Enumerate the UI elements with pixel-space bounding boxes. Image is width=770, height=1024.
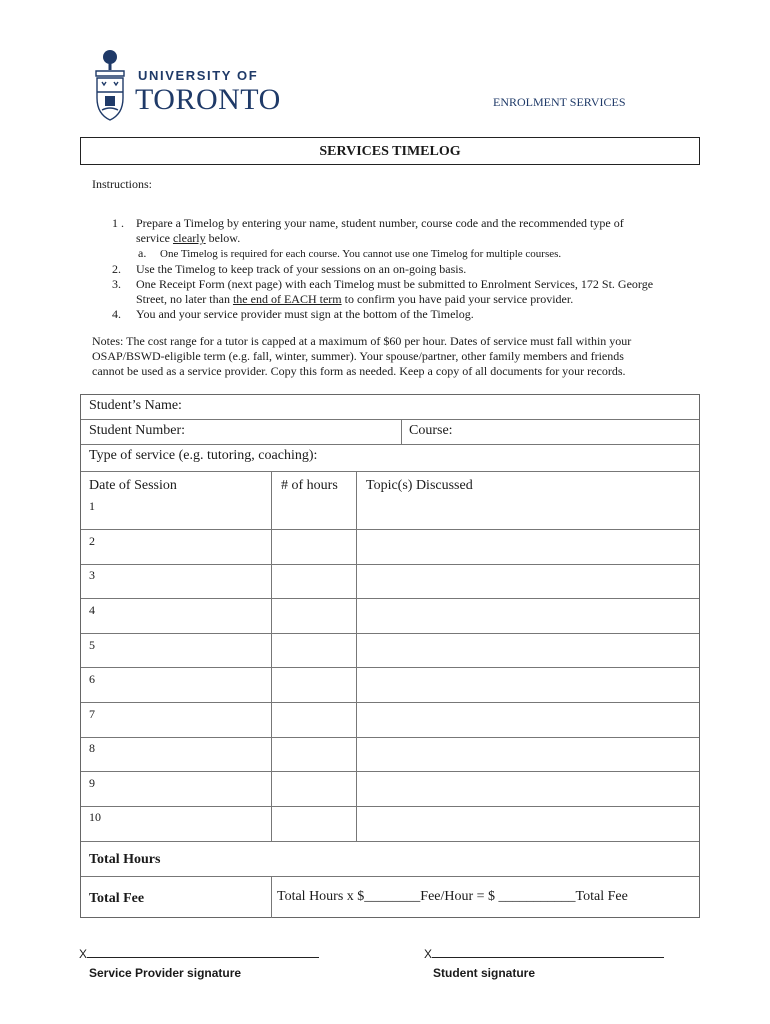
- instructions-label: Instructions:: [92, 177, 152, 191]
- signature-mark: X: [424, 947, 433, 961]
- table-divider: [81, 667, 699, 668]
- table-divider: [401, 419, 402, 444]
- total-fee-label: Total Fee: [89, 891, 145, 906]
- row-number: 5: [89, 638, 95, 652]
- table-divider: [81, 529, 699, 530]
- total-fee-formula: Total Hours x $________Fee/Hour = $ ___________Total Fee: [277, 889, 628, 904]
- provider-signature-label: Service Provider signature: [89, 966, 242, 980]
- table-divider: [81, 771, 699, 772]
- table-divider: [81, 564, 699, 565]
- table-divider: [81, 444, 699, 445]
- table-divider: [81, 598, 699, 599]
- row-number: 1: [89, 499, 95, 513]
- table-divider: [356, 471, 357, 841]
- instruction-text: You and your service provider must sign at the bottom of the Timelog.: [136, 307, 474, 321]
- student-name-label: Student’s Name:: [89, 398, 182, 413]
- total-hours-label: Total Hours: [89, 852, 161, 867]
- instruction-item: [112, 277, 692, 307]
- notes-line: cannot be used as a service provider. Copy this form as needed. Keep a copy of all documents for your records.: [92, 364, 626, 378]
- notes-line: OSAP/BSWD-eligible term (e.g. fall, winter, summer). Your spouse/partner, other family members and friends: [92, 349, 624, 363]
- instruction-item: [112, 307, 692, 322]
- instruction-item: [112, 262, 692, 277]
- column-header-date: Date of Session: [89, 478, 177, 493]
- underlined-text: the end of EACH term: [232, 292, 342, 306]
- instruction-text: One Timelog is required for each course. You cannot use one Timelog for multiple courses.: [160, 248, 562, 260]
- signature-mark: X: [79, 947, 88, 961]
- university-crest-icon: [92, 48, 128, 124]
- table-divider: [81, 419, 699, 420]
- timelog-table: [80, 394, 700, 918]
- notes-paragraph: [92, 334, 692, 379]
- university-name-line2: TORONTO: [135, 83, 281, 116]
- course-label: Course:: [409, 423, 453, 438]
- student-number-label: Student Number:: [89, 423, 186, 438]
- instruction-subitem: [112, 246, 692, 262]
- instruction-text: Use the Timelog to keep track of your sessions on an on-going basis.: [136, 262, 467, 276]
- row-number: 7: [89, 707, 95, 721]
- instruction-number: 1 .: [112, 216, 124, 230]
- table-divider: [271, 876, 272, 918]
- row-number: 10: [89, 810, 101, 824]
- table-divider: [271, 471, 272, 841]
- student-signature-line[interactable]: [424, 947, 664, 961]
- instruction-number: 2.: [112, 262, 121, 276]
- row-number: 3: [89, 568, 95, 582]
- table-divider: [81, 633, 699, 634]
- table-divider: [81, 471, 699, 472]
- page-title: SERVICES TIMELOG: [80, 137, 700, 165]
- service-type-label: Type of service (e.g. tutoring, coaching):: [89, 448, 318, 463]
- instructions-list: [112, 216, 692, 322]
- instruction-item: [112, 216, 692, 246]
- table-divider: [81, 702, 699, 703]
- instruction-text-cont: service clearly below.: [136, 231, 241, 245]
- column-header-hours: # of hours: [281, 478, 338, 493]
- university-logo: [92, 48, 302, 124]
- underlined-text: clearly: [172, 231, 206, 245]
- row-number: 8: [89, 741, 95, 755]
- instruction-text-cont: Street, no later than the end of EACH term to confirm you have paid your service provider.: [136, 292, 574, 306]
- instruction-number: 3.: [112, 277, 121, 291]
- table-divider: [81, 876, 699, 877]
- table-divider: [81, 806, 699, 807]
- row-number: 2: [89, 534, 95, 548]
- column-header-topics: Topic(s) Discussed: [366, 478, 473, 493]
- row-number: 4: [89, 603, 95, 617]
- instruction-text: Prepare a Timelog by entering your name, student number, course code and the recommended type of: [136, 216, 624, 230]
- provider-signature-line[interactable]: [79, 947, 319, 961]
- instruction-number: 4.: [112, 307, 121, 321]
- university-name-line1: UNIVERSITY OF: [138, 68, 259, 83]
- notes-line: Notes: The cost range for a tutor is capped at a maximum of $60 per hour. Dates of service must fall within your: [92, 334, 632, 348]
- student-signature-label: Student signature: [433, 966, 536, 980]
- row-number: 9: [89, 776, 95, 790]
- signature-underline: [432, 947, 664, 958]
- instruction-text: One Receipt Form (next page) with each Timelog must be submitted to Enrolment Services, 172 St. George: [136, 277, 654, 291]
- table-divider: [81, 841, 699, 842]
- instruction-number: a.: [138, 246, 147, 260]
- table-divider: [81, 737, 699, 738]
- signature-underline: [87, 947, 319, 958]
- department-name: ENROLMENT SERVICES: [493, 95, 626, 109]
- row-number: 6: [89, 672, 95, 686]
